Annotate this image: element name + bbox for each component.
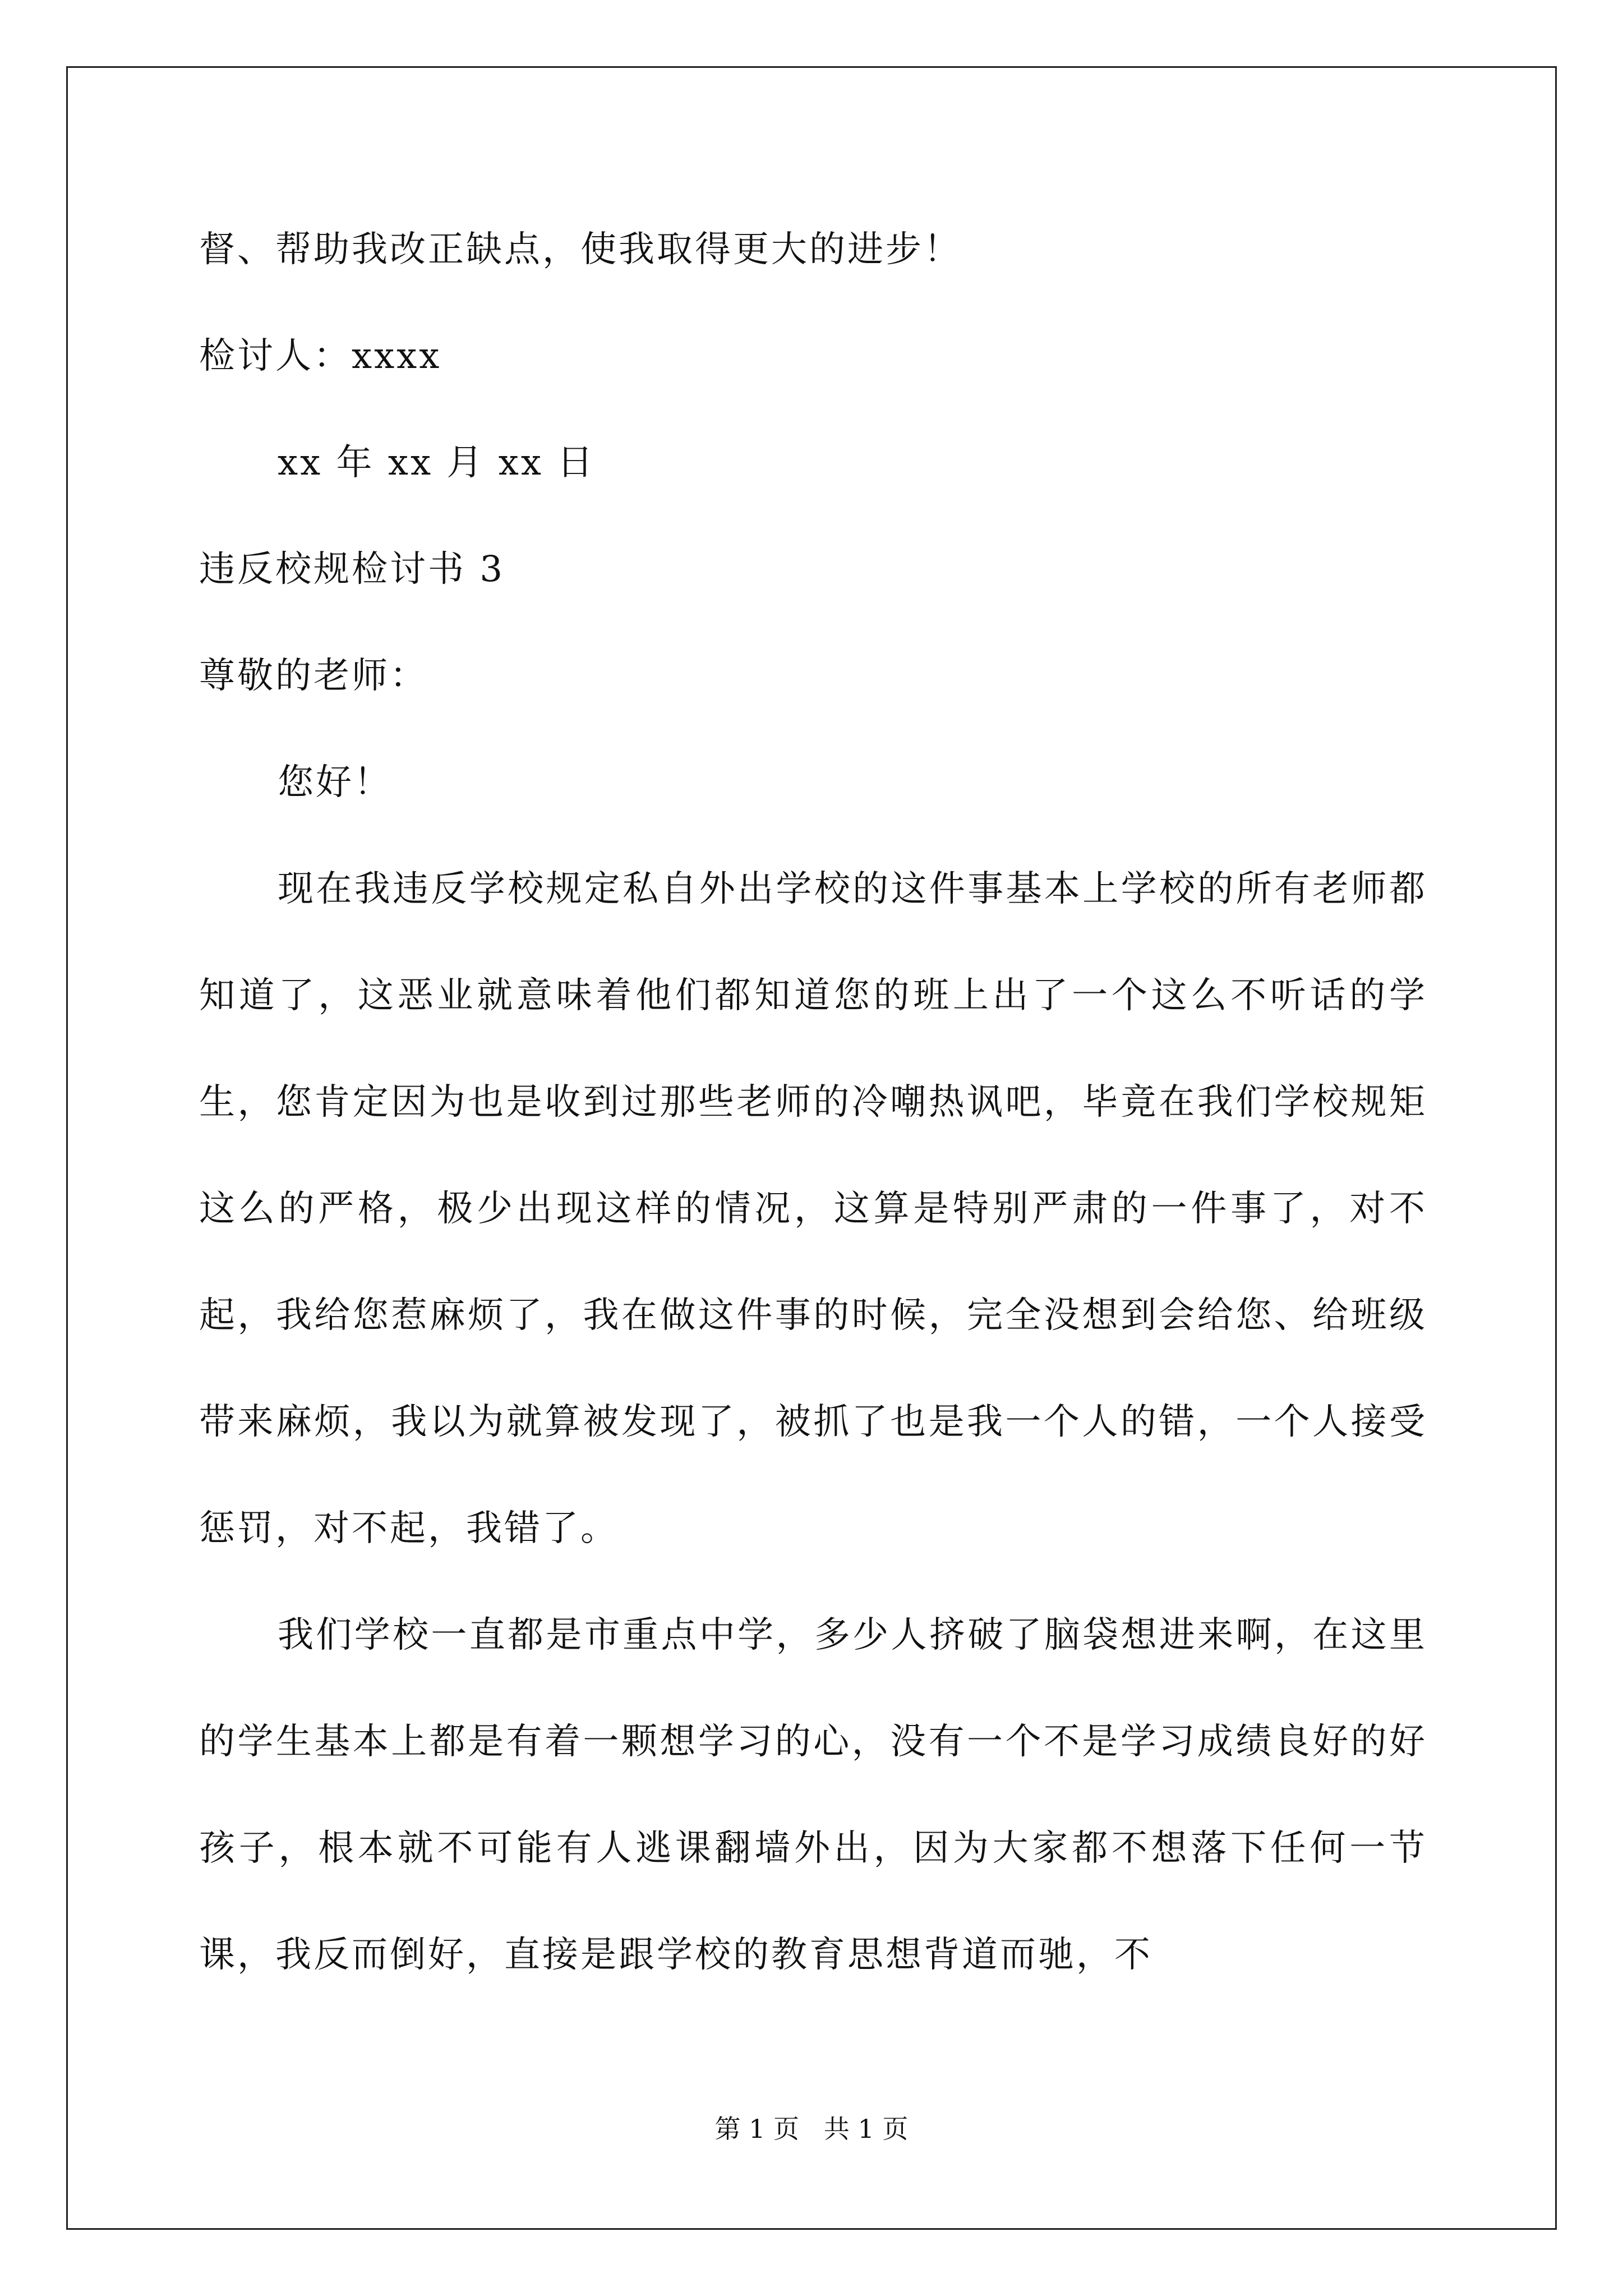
text-line: 督、帮助我改正缺点，使我取得更大的进步！ (199, 229, 962, 270)
date-line: xx 年 xx 月 xx 日 (278, 442, 596, 484)
paragraph-1: 现在我违反学校规定私自外出学校的这件事基本上学校的所有老师都知道了，这恶业就意味着他们都知道您的班上出了一个这么不听话的学生，您肯定因为也是收到过那些老师的冷嘲热讽吧，毕竟在我们学校规矩这么的严格，极少出现这样的情况，这算是特别严肃的一件事了，对不起，我给您惹麻烦了，我在做这件事的时候，完全没想到会给您、给班级带来麻烦，我以为就算被发现了，被抓了也是我一个人的错，一个人接受惩罚，对不起，我错了。 (199, 868, 1427, 1549)
document-body (199, 196, 1427, 2008)
salutation: 尊敬的老师： (199, 655, 428, 697)
signature-line: 检讨人：xxxx (199, 335, 442, 377)
greeting: 您好！ (278, 762, 392, 803)
paragraph-2: 我们学校一直都是市重点中学，多少人挤破了脑袋想进来啊，在这里的学生基本上都是有着一颗想学习的心，没有一个不是学习成绩良好的好孩子，根本就不可能有人逃课翻墙外出，因为大家都不想落下任何一节课，我反而倒好，直接是跟学校的教育思想背道而驰，不 (199, 1614, 1427, 1976)
section-title: 违反校规检讨书 3 (199, 549, 505, 590)
page-footer: 第 1 页 共 1 页 (714, 2114, 909, 2144)
